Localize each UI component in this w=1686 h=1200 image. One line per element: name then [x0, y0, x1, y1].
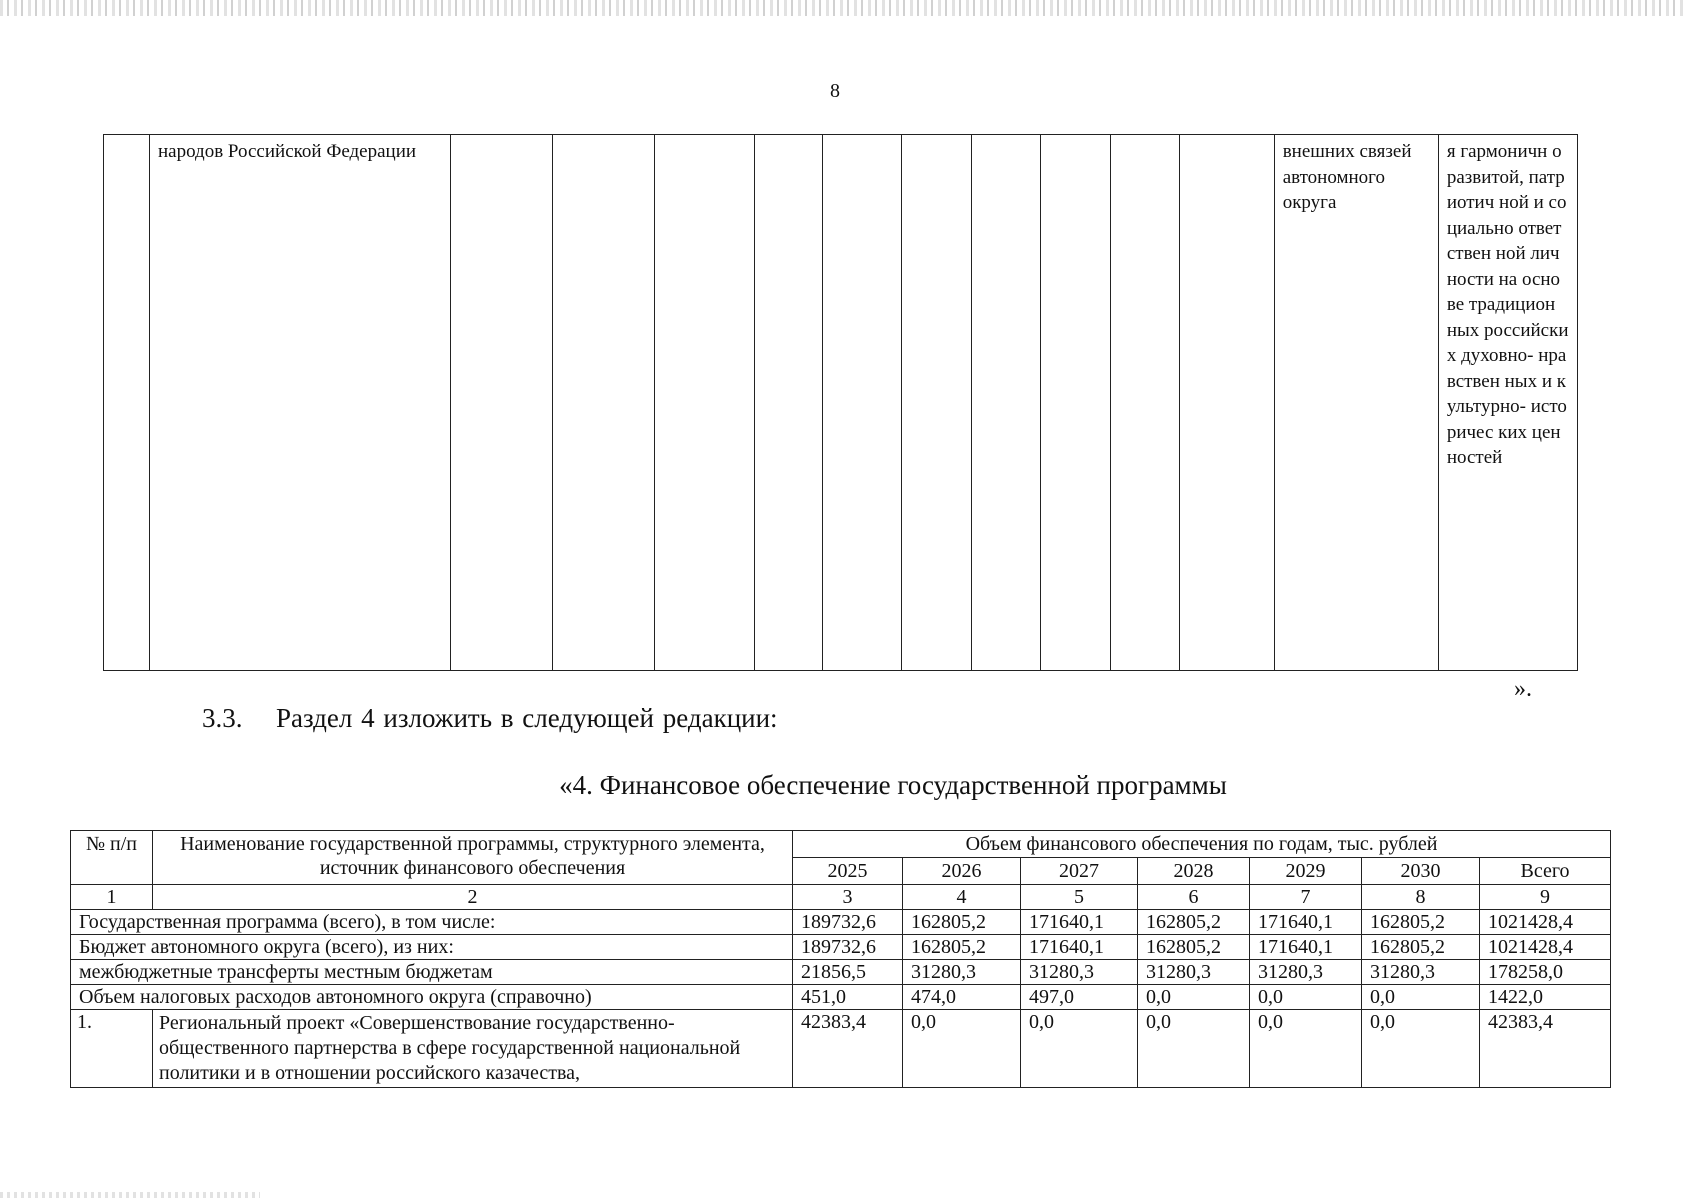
item-name: Региональный проект «Совершенствование государственно-общественного партнерства в сфере государственной национальной политики и в отношении российского казачества,: [153, 1010, 793, 1088]
year-header: 2029: [1250, 858, 1362, 885]
column-number-row: [71, 885, 1611, 910]
cont-cell-5: [654, 135, 754, 671]
row-value: 162805,2: [903, 910, 1021, 935]
row-total: 178258,0: [1480, 960, 1611, 985]
section-number: 3.3.: [202, 703, 243, 733]
item-number: 1.: [71, 1010, 153, 1088]
row-value: 31280,3: [1021, 960, 1138, 985]
closing-quote: ».: [1514, 676, 1532, 702]
row-value: 0,0: [903, 1010, 1021, 1088]
col-number: 5: [1021, 885, 1138, 910]
cont-cell-8: [901, 135, 971, 671]
row-label: Бюджет автономного округа (всего), из них:: [71, 935, 793, 960]
row-value: 0,0: [1021, 1010, 1138, 1088]
row-value: 31280,3: [1362, 960, 1480, 985]
col-number: 6: [1138, 885, 1250, 910]
header-name: Наименование государственной программы, структурного элемента, источник финансового обеспечения: [153, 831, 793, 885]
section-text: Раздел 4 изложить в следующей редакции:: [276, 703, 778, 733]
row-total: 1021428,4: [1480, 910, 1611, 935]
page-number: 8: [830, 80, 840, 102]
row-total: 1021428,4: [1480, 935, 1611, 960]
row-value: 0,0: [1362, 1010, 1480, 1088]
row-value: 474,0: [903, 985, 1021, 1010]
section-heading: [202, 703, 778, 734]
year-header: 2027: [1021, 858, 1138, 885]
scan-artifact-top: [0, 0, 1686, 16]
col-number: 9: [1480, 885, 1611, 910]
cont-cell-result: я гармоничн о развитой, патриотич ной и социально ответствен ной личности на основе традицион ных российски х духовно- нравствен ных и культурно- историчес ких ценностей: [1438, 135, 1577, 671]
row-total: 1422,0: [1480, 985, 1611, 1010]
cont-cell-1: [104, 135, 150, 671]
cont-cell-9: [971, 135, 1040, 671]
row-value: 162805,2: [1138, 910, 1250, 935]
row-value: 31280,3: [1138, 960, 1250, 985]
row-value: 189732,6: [793, 935, 903, 960]
year-header: 2025: [793, 858, 903, 885]
row-label: межбюджетные трансферты местным бюджетам: [71, 960, 793, 985]
header-volume: Объем финансового обеспечения по годам, тыс. рублей: [793, 831, 1611, 858]
cont-cell-name: народов Российской Федерации: [149, 135, 450, 671]
col-number: 2: [153, 885, 793, 910]
cont-cell-11: [1110, 135, 1179, 671]
table-row: [71, 960, 1611, 985]
continuation-table: [103, 134, 1578, 671]
table-row: [71, 910, 1611, 935]
col-number: 1: [71, 885, 153, 910]
total-header: Всего: [1480, 858, 1611, 885]
row-value: 451,0: [793, 985, 903, 1010]
row-value: 21856,5: [793, 960, 903, 985]
cont-cell-3: [451, 135, 553, 671]
finance-title: «4. Финансовое обеспечение государственной программы: [559, 770, 1227, 800]
header-num: № п/п: [71, 831, 153, 885]
row-value: 31280,3: [903, 960, 1021, 985]
header-row-1: [71, 831, 1611, 858]
row-value: 171640,1: [1021, 910, 1138, 935]
cont-cell-4: [553, 135, 654, 671]
row-value: 171640,1: [1021, 935, 1138, 960]
cont-cell-10: [1040, 135, 1110, 671]
row-value: 0,0: [1362, 985, 1480, 1010]
col-number: 8: [1362, 885, 1480, 910]
row-value: 0,0: [1250, 1010, 1362, 1088]
table-row-item: [71, 1010, 1611, 1088]
col-number: 7: [1250, 885, 1362, 910]
row-label: Государственная программа (всего), в том числе:: [71, 910, 793, 935]
year-header: 2028: [1138, 858, 1250, 885]
row-value: 497,0: [1021, 985, 1138, 1010]
continuation-row: [104, 135, 1578, 671]
row-value: 0,0: [1250, 985, 1362, 1010]
row-label: Объем налоговых расходов автономного округа (справочно): [71, 985, 793, 1010]
row-value: 31280,3: [1250, 960, 1362, 985]
row-value: 162805,2: [1138, 935, 1250, 960]
row-value: 0,0: [1138, 985, 1250, 1010]
row-value: 189732,6: [793, 910, 903, 935]
scan-artifact-bottom: [0, 1192, 260, 1198]
table-row: [71, 985, 1611, 1010]
row-value: 162805,2: [1362, 910, 1480, 935]
row-total: 42383,4: [1480, 1010, 1611, 1088]
row-value: 162805,2: [1362, 935, 1480, 960]
cont-cell-7: [823, 135, 901, 671]
table-row: [71, 935, 1611, 960]
row-value: 162805,2: [903, 935, 1021, 960]
row-value: 0,0: [1138, 1010, 1250, 1088]
col-number: 3: [793, 885, 903, 910]
row-value: 42383,4: [793, 1010, 903, 1088]
cont-cell-6: [755, 135, 823, 671]
finance-table: [70, 830, 1611, 1088]
year-header: 2026: [903, 858, 1021, 885]
row-value: 171640,1: [1250, 910, 1362, 935]
row-value: 171640,1: [1250, 935, 1362, 960]
cont-cell-responsible: внешних связей автономного округа: [1274, 135, 1438, 671]
cont-cell-12: [1179, 135, 1274, 671]
col-number: 4: [903, 885, 1021, 910]
year-header: 2030: [1362, 858, 1480, 885]
